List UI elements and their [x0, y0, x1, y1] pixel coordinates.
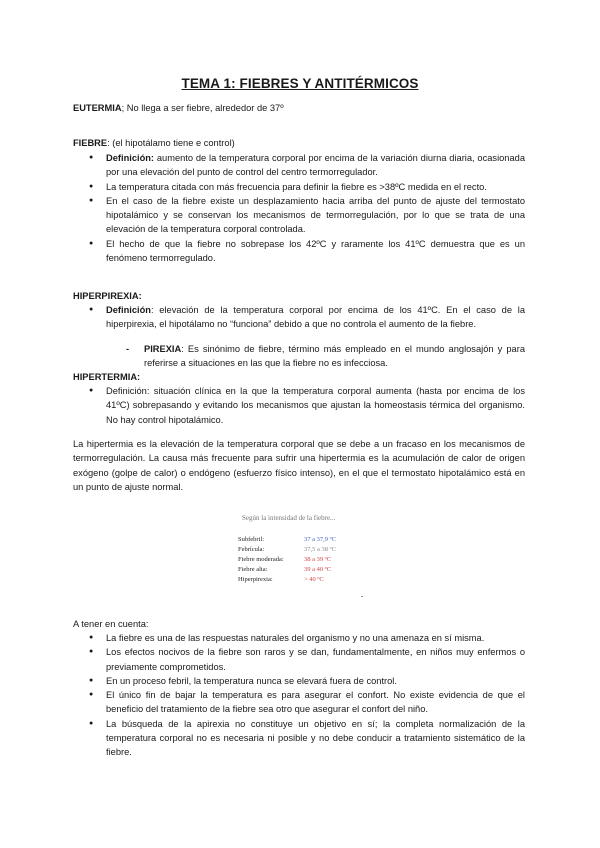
tener-heading: A tener en cuenta:	[73, 619, 149, 629]
fiebre-heading	[73, 136, 525, 150]
list-item: ● La fiebre es una de las respuestas naturales del organismo y no una amenaza en sí misma.	[106, 631, 525, 645]
list-item: ● Los efectos nocivos de la fiebre son raros y se dan, fundamentalmente, en niños muy enfermos o previamente comprometidos.	[106, 645, 525, 674]
hipertermia-heading: HIPERTERMIA:	[73, 372, 141, 382]
fever-intensity-figure: Según la intensidad de la fiebre... Subfebril: 37 a 37,9 ºC Febrícula: 37,5 a 38 ºC Fiebre moderada: 38 a 39 ºC Fiebre alta: 39 a 40 ºC Hiperpirexia: > 40 ºC	[238, 512, 368, 602]
list-item: ● Definición: aumento de la temperatura corporal por encima de la variación diurna diaria, ocasionada por una elevación del punto de control del centro termorregulador.	[106, 151, 525, 180]
eutermia-text: ; No llega a ser fiebre, alrededor de 37º	[121, 103, 284, 113]
hipertermia-bullet-list	[106, 384, 525, 427]
list-item: ● Definición: elevación de la temperatura corporal por encima de los 41ºC. En el caso de la hiperpirexia, el hipotálamo no “funciona” debido a que no controla el aumento de la fiebre.	[106, 303, 525, 332]
fiebre-term: FIEBRE	[73, 138, 108, 148]
list-item: ● En un proceso febril, la temperatura nunca se elevará fuera de control.	[106, 674, 525, 688]
list-item: ● La temperatura citada con más frecuencia para definir la fiebre es >38ºC medida en el recto.	[106, 180, 525, 194]
list-item: ● El único fin de bajar la temperatura es para asegurar el confort. No existe evidencia de que el beneficio del tratamiento de la fiebre sea otro que asegurar el confort del niño.	[106, 688, 525, 717]
hiperpirexia-heading: HIPERPIREXIA:	[73, 291, 142, 301]
figure-mark	[361, 596, 363, 597]
fiebre-bullet-list	[106, 151, 525, 265]
eutermia-paragraph	[73, 101, 525, 115]
hipertermia-paragraph: La hipertermia es la elevación de la temperatura corporal que se debe a un fracaso en los mecanismos de termorregulación. La causa más frecuente para sufrir una hipertermia es la acumulación de calor de origen exógeno (golpe de calor) o endógeno (esfuerzo físico intenso), en el que el termostato hipotalámico está en un punto de ajuste normal.	[73, 439, 525, 492]
list-item: ● En el caso de la fiebre existe un desplazamiento hacia arriba del punto de ajuste del termostato hipotalámico y se conservan los mecanismos de termorregulación, por lo que se trata de una elevación de la temperatura corporal controlada.	[106, 194, 525, 237]
hiperpirexia-bullet-list	[106, 303, 525, 332]
list-item: ● El hecho de que la fiebre no sobrepase los 42ºC y raramente los 41ºC demuestra que es un fenómeno termorregulado.	[106, 237, 525, 266]
fiebre-text: : (el hipotálamo tiene e control)	[107, 138, 235, 148]
figure-title: Según la intensidad de la fiebre...	[242, 514, 336, 522]
tener-bullet-list	[106, 631, 525, 760]
pirexia-subitem: - PIREXIA: Es sinónimo de fiebre, término más empleado en el mundo anglosajón y para referirse a situaciones en las que la fiebre no es infecciosa.	[144, 342, 525, 371]
page-title: TEMA 1: FIEBRES Y ANTITÉRMICOS	[181, 76, 419, 91]
list-item: ● Definición: situación clínica en la que la temperatura corporal aumenta (hasta por encima de los 41ºC) sobrepasando y evitando los mecanismos que ajustan la homeostasis térmica del organismo. No hay control hipotalámico.	[106, 384, 525, 427]
list-item: ● La búsqueda de la apirexia no constituye un objetivo en sí; la completa normalización de la temperatura corporal no es necesaria ni posible y no debe conducir a tratamiento sistemático de la fiebre.	[106, 717, 525, 760]
eutermia-term: EUTERMIA	[73, 103, 122, 113]
